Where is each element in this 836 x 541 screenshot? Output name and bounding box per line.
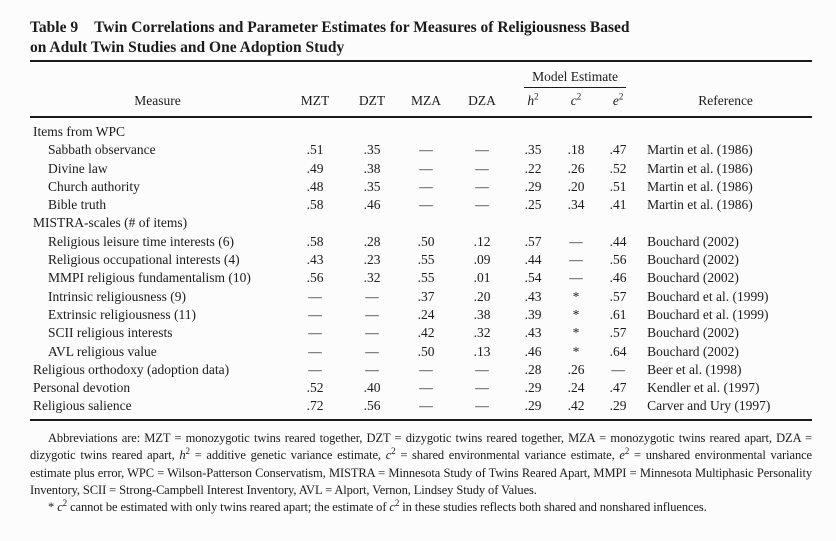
cell-mza: —: [419, 197, 433, 213]
cell-measure: AVL religious value: [48, 343, 157, 359]
table9-content: [30, 18, 812, 517]
h2-superscript: 2: [534, 91, 539, 102]
table-row-mmpi-fundamentalism: [30, 269, 812, 287]
footnote-text: = additive genetic variance estimate,: [189, 448, 386, 463]
cell-mza: .55: [417, 252, 435, 268]
cell-dza: —: [475, 197, 489, 213]
cell-measure: MMPI religious fundamentalism (10): [48, 270, 251, 286]
cell-dzt: —: [365, 343, 379, 359]
h2-superscript: 2: [185, 446, 190, 456]
cell-e2: .41: [609, 197, 627, 213]
c2-superscript: 2: [391, 446, 396, 456]
cell-dzt: .23: [363, 252, 381, 268]
cell-e2: .57: [609, 325, 627, 341]
cell-c2: *: [572, 306, 580, 322]
e2-symbol: e: [619, 448, 625, 463]
cell-reference: Bouchard (2002): [647, 325, 739, 341]
cell-e2: .47: [609, 142, 627, 158]
cell-measure: Sabbath observance: [48, 142, 156, 158]
section-row-mistra: [30, 214, 812, 232]
cell-mza: .50: [417, 343, 435, 359]
column-header-row: [30, 89, 812, 117]
cell-reference: Martin et al. (1986): [647, 160, 753, 176]
table-row-intrinsic-religiousness: [30, 288, 812, 306]
cell-reference: Bouchard (2002): [647, 343, 739, 359]
cell-c2: .26: [567, 361, 585, 377]
table-title-line1: Twin Correlations and Parameter Estimates for Measures of Religiousness Based: [94, 19, 630, 36]
footnote-text: = unshared environmental variance estimate plus error, WPC = Wilson-Patterson Conservatism, MISTRA = Minnesota Study of Twins Reared Apart, MMPI = Minnesota Multiphasic Personality Inventory, SCII = Strong-Campbell Interest Inventory, AVL = Alport, Vernon, Lindsey Study of Values.: [30, 448, 812, 497]
cell-dza: .32: [473, 325, 491, 341]
c2-symbol: c: [385, 448, 392, 463]
table-row-personal-devotion: [30, 379, 812, 397]
cell-h2: .43: [524, 288, 542, 304]
section-row-wpc: [30, 117, 812, 141]
table-title-line2: on Adult Twin Studies and One Adoption Study: [30, 39, 345, 56]
cell-e2: .52: [609, 160, 627, 176]
cell-c2: .42: [567, 398, 585, 414]
col-header-e2: [597, 89, 639, 117]
footnote-text: = shared environmental variance estimate,: [395, 448, 620, 463]
cell-dza: .20: [473, 288, 491, 304]
model-estimate-header: Model Estimate: [524, 68, 626, 88]
cell-measure: Extrinsic religiousness (11): [48, 306, 196, 322]
cell-mzt: —: [308, 343, 322, 359]
cell-dza: .12: [473, 233, 491, 249]
cell-dzt: .46: [363, 197, 381, 213]
section-label: MISTRA-scales (# of items): [33, 215, 188, 231]
cell-mza: .42: [417, 325, 435, 341]
table-row-scii-interests: [30, 324, 812, 342]
col-header-dza: DZA: [453, 89, 511, 117]
cell-c2: .20: [567, 178, 585, 194]
cell-c2: .34: [567, 197, 585, 213]
cell-mzt: .49: [306, 160, 324, 176]
cell-mza: .37: [417, 288, 435, 304]
cell-mzt: .51: [306, 142, 324, 158]
cell-e2: .56: [609, 252, 627, 268]
cell-c2: —: [569, 270, 583, 286]
cell-e2: —: [611, 361, 625, 377]
cell-dzt: .35: [363, 142, 381, 158]
cell-dzt: —: [365, 288, 379, 304]
cell-mza: .50: [417, 233, 435, 249]
cell-mzt: .56: [306, 270, 324, 286]
cell-reference: Bouchard (2002): [647, 233, 739, 249]
cell-h2: .43: [524, 325, 542, 341]
table-row-avl-value: [30, 343, 812, 361]
cell-dza: —: [475, 160, 489, 176]
cell-dza: —: [475, 361, 489, 377]
model-estimate-row: [30, 61, 812, 89]
cell-mzt: —: [308, 306, 322, 322]
table-row-sabbath-observance: [30, 141, 812, 159]
cell-mzt: .43: [306, 252, 324, 268]
cell-h2: .28: [524, 361, 542, 377]
table-row-bible-truth: [30, 196, 812, 214]
cell-measure: Personal devotion: [33, 380, 131, 396]
section-label: Items from WPC: [33, 124, 125, 139]
cell-mzt: —: [308, 288, 322, 304]
cell-dza: .13: [473, 343, 491, 359]
cell-measure: Religious leisure time interests (6): [48, 233, 234, 249]
cell-mzt: .58: [306, 197, 324, 213]
cell-measure: Intrinsic religiousness (9): [48, 288, 186, 304]
h2-symbol: h: [179, 448, 186, 463]
table-title: [30, 18, 812, 58]
cell-dza: .09: [473, 252, 491, 268]
cell-h2: .22: [524, 160, 542, 176]
cell-c2: .26: [567, 160, 585, 176]
cell-mzt: .52: [306, 380, 324, 396]
cell-measure: Religious occupational interests (4): [48, 252, 240, 268]
cell-c2: —: [569, 252, 583, 268]
cell-dza: .38: [473, 306, 491, 322]
table-row-religious-occupational: [30, 251, 812, 269]
e2-superscript: 2: [618, 91, 624, 102]
spacer-cell: [30, 61, 511, 89]
asterisk-marker: *: [48, 500, 58, 515]
cell-mza: —: [419, 160, 433, 176]
cell-reference: Martin et al. (1986): [647, 142, 753, 158]
cell-dza: —: [475, 178, 489, 194]
cell-mzt: .48: [306, 178, 324, 194]
c2-superscript: 2: [576, 91, 582, 102]
cell-dzt: .56: [363, 398, 381, 414]
footnote-text: in these studies reflects both shared and nonshared influences.: [399, 500, 707, 515]
cell-reference: Bouchard (2002): [647, 270, 739, 286]
cell-mza: —: [419, 361, 433, 377]
cell-e2: .46: [609, 270, 627, 286]
cell-dzt: —: [365, 306, 379, 322]
cell-reference: Beer et al. (1998): [647, 361, 742, 377]
table-row-religious-salience: [30, 397, 812, 419]
c2-superscript: 2: [62, 498, 68, 509]
col-header-h2: [511, 89, 555, 117]
cell-mza: .55: [417, 270, 435, 286]
cell-dzt: .40: [363, 380, 381, 396]
cell-mza: —: [419, 178, 433, 194]
cell-reference: Bouchard (2002): [647, 252, 739, 268]
cell-mza: .24: [417, 306, 435, 322]
table-row-religious-leisure: [30, 233, 812, 251]
cell-dzt: —: [365, 325, 379, 341]
cell-dzt: .28: [363, 233, 381, 249]
cell-c2: .18: [567, 142, 585, 158]
table-row-religious-orthodoxy: [30, 361, 812, 379]
spacer-cell: [639, 61, 812, 89]
cell-mza: —: [419, 398, 433, 414]
cell-mzt: —: [308, 325, 322, 341]
cell-mza: —: [419, 380, 433, 396]
cell-h2: .46: [524, 343, 542, 359]
twin-correlations-table: [30, 60, 812, 421]
cell-reference: Kendler et al. (1997): [647, 380, 760, 396]
cell-e2: .47: [609, 380, 627, 396]
cell-c2: —: [569, 233, 583, 249]
cell-e2: .29: [609, 398, 627, 414]
footnote-abbreviations: [30, 430, 812, 500]
col-header-mzt: MZT: [285, 89, 345, 117]
c2-symbol: c: [57, 500, 63, 515]
cell-measure: Church authority: [48, 178, 140, 194]
table-row-divine-law: [30, 160, 812, 178]
col-header-dzt: DZT: [345, 89, 399, 117]
cell-e2: .64: [609, 343, 627, 359]
col-header-measure: Measure: [30, 89, 285, 117]
cell-dzt: .35: [363, 178, 381, 194]
table-footnotes: [30, 430, 812, 517]
cell-mza: —: [419, 142, 433, 158]
table-number: Table 9: [30, 19, 79, 36]
cell-e2: .61: [609, 306, 627, 322]
cell-measure: SCII religious interests: [48, 325, 173, 341]
cell-dza: .01: [473, 270, 491, 286]
col-header-reference: Reference: [639, 89, 812, 117]
cell-h2: .25: [524, 197, 542, 213]
cell-h2: .54: [524, 270, 542, 286]
cell-reference: Carver and Ury (1997): [647, 398, 771, 414]
cell-dzt: .38: [363, 160, 381, 176]
cell-mzt: .72: [306, 398, 324, 414]
cell-reference: Martin et al. (1986): [647, 178, 753, 194]
cell-c2: *: [572, 343, 580, 359]
cell-e2: .44: [609, 233, 627, 249]
col-header-c2: [555, 89, 597, 117]
model-estimate-cell: [511, 61, 639, 89]
cell-c2: .24: [567, 380, 585, 396]
footnote-text: Abbreviations are: MZT = monozygotic twins reared together, DZT = dizygotic twins reared together, MZA = monozygotic twins reared apart, DZA = dizygotic twins reared apart,: [30, 430, 812, 463]
cell-measure: Religious salience: [33, 398, 132, 414]
cell-measure: Divine law: [48, 160, 108, 176]
cell-h2: .29: [524, 178, 542, 194]
cell-measure: Bible truth: [48, 197, 107, 213]
cell-dzt: .32: [363, 270, 381, 286]
table-row-church-authority: [30, 178, 812, 196]
cell-c2: *: [572, 288, 580, 304]
cell-dzt: —: [365, 361, 379, 377]
col-header-mza: MZA: [399, 89, 453, 117]
cell-h2: .29: [524, 398, 542, 414]
footnote-asterisk: [30, 499, 812, 516]
h2-symbol: h: [527, 93, 535, 108]
cell-c2: *: [572, 325, 580, 341]
cell-mzt: —: [308, 361, 322, 377]
cell-mzt: .58: [306, 233, 324, 249]
c2-superscript: 2: [394, 498, 400, 509]
cell-e2: .57: [609, 288, 627, 304]
cell-measure: Religious orthodoxy (adoption data): [33, 361, 230, 377]
cell-h2: .29: [524, 380, 542, 396]
cell-reference: Bouchard et al. (1999): [647, 306, 769, 322]
cell-h2: .39: [524, 306, 542, 322]
cell-e2: .51: [609, 178, 627, 194]
cell-reference: Martin et al. (1986): [647, 197, 753, 213]
cell-dza: —: [475, 142, 489, 158]
cell-h2: .35: [524, 142, 542, 158]
e2-symbol: e: [612, 93, 619, 108]
c2-symbol: c: [570, 93, 577, 108]
cell-reference: Bouchard et al. (1999): [647, 288, 769, 304]
cell-h2: .57: [524, 233, 542, 249]
cell-dza: —: [475, 380, 489, 396]
table-row-extrinsic-religiousness: [30, 306, 812, 324]
c2-symbol: c: [389, 500, 395, 515]
cell-dza: —: [475, 398, 489, 414]
cell-h2: .44: [524, 252, 542, 268]
footnote-text: cannot be estimated with only twins reared apart; the estimate of: [67, 500, 390, 515]
e2-superscript: 2: [624, 446, 630, 456]
